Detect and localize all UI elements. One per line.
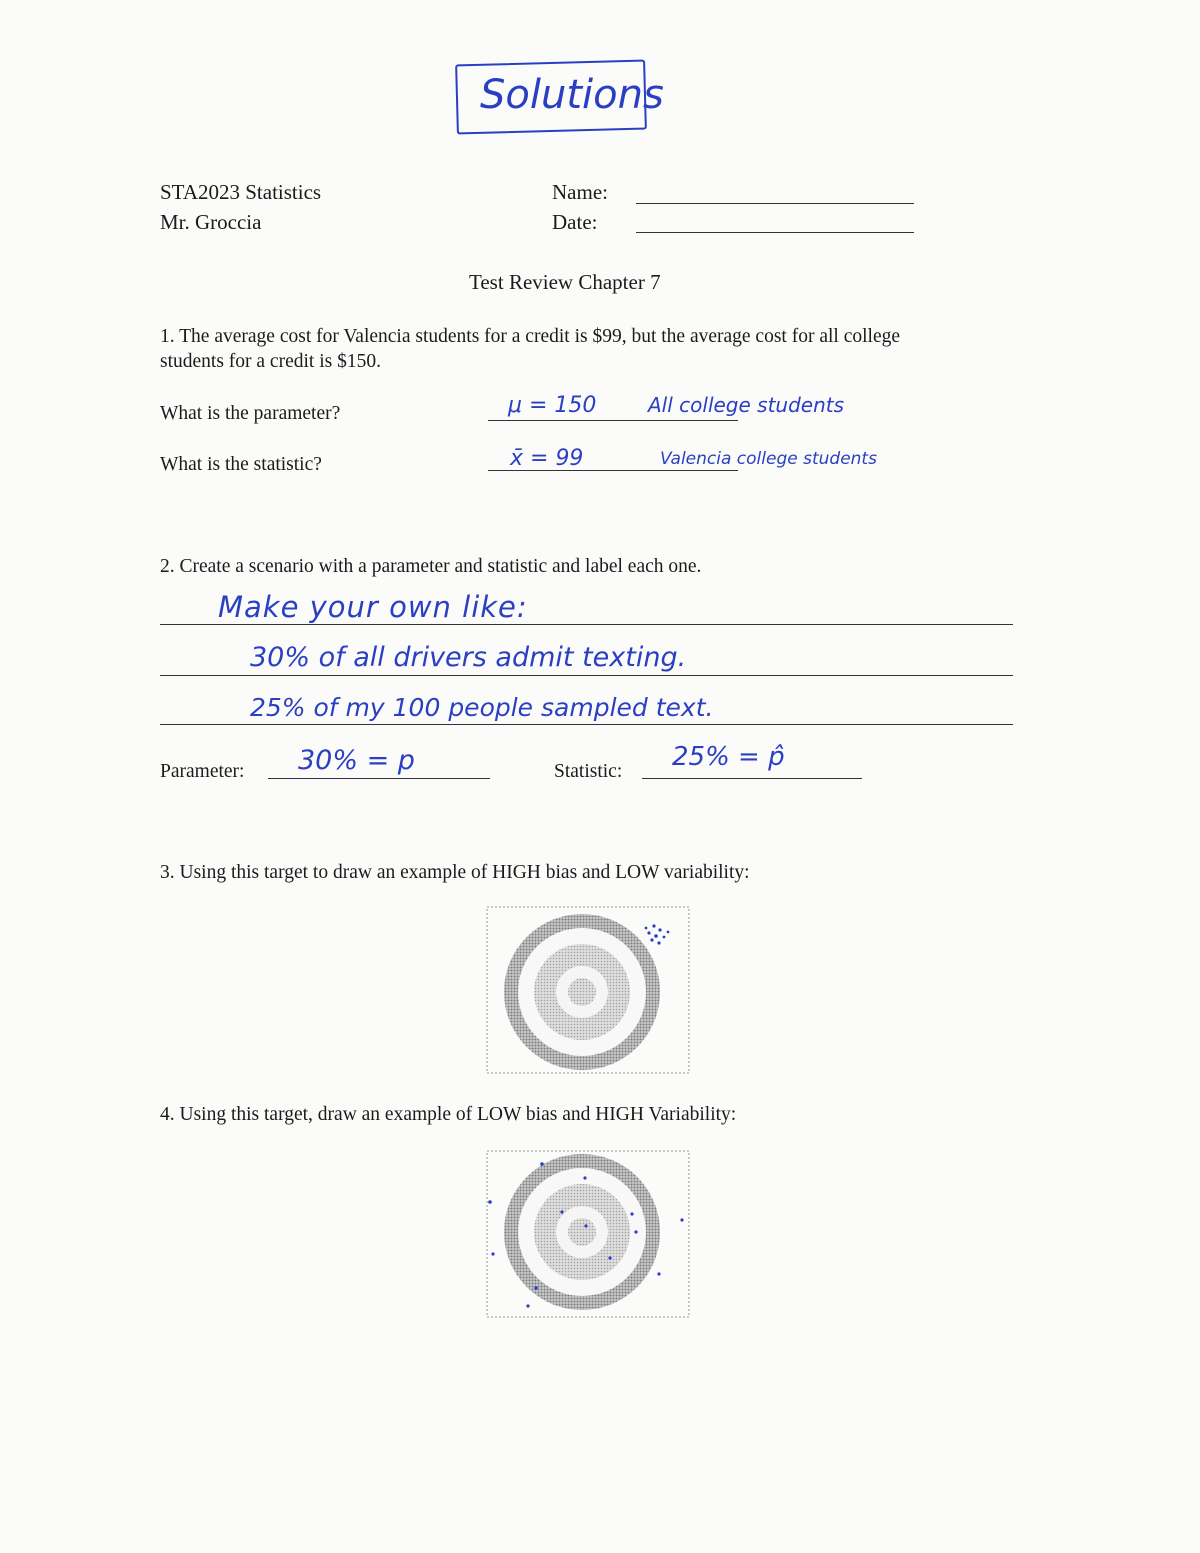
solutions-stamp-label: Solutions <box>480 72 664 118</box>
q2-answer-text-2: 30% of all drivers admit texting. <box>250 642 687 673</box>
q2-statistic-answer-line <box>642 778 862 779</box>
name-field[interactable] <box>636 203 914 204</box>
q1-parameter-answer-line <box>488 420 738 421</box>
q2-statistic-label: Statistic: <box>554 761 623 782</box>
q1-statistic-answer-desc: Valencia college students <box>660 449 877 469</box>
q4-target[interactable] <box>486 1150 690 1320</box>
q2-statistic-answer: 25% = p̂ <box>672 742 785 772</box>
q3-target-graphic <box>486 906 690 1076</box>
q3-prompt: 3. Using this target to draw an example of HIGH bias and LOW variability: <box>160 862 750 883</box>
q2-answer-line-2 <box>160 675 1013 676</box>
q3-target[interactable] <box>486 906 690 1076</box>
q2-parameter-label: Parameter: <box>160 761 245 782</box>
date-field[interactable] <box>636 232 914 233</box>
q4-target-graphic <box>486 1150 690 1320</box>
q2-answer-line-1 <box>160 624 1013 625</box>
name-label: Name: <box>552 180 608 204</box>
instructor-name: Mr. Groccia <box>160 210 262 234</box>
page-title: Test Review Chapter 7 <box>469 270 661 294</box>
q2-parameter-answer-line <box>268 778 490 779</box>
q2-answer-text-1: Make your own like: <box>218 590 528 624</box>
q1-statistic-answer-value: x̄ = 99 <box>510 446 584 471</box>
q2-prompt: 2. Create a scenario with a parameter and statistic and label each one. <box>160 556 702 577</box>
q1-statistic-question: What is the statistic? <box>160 454 322 475</box>
q2-answer-line-3 <box>160 724 1013 725</box>
date-label: Date: <box>552 210 598 234</box>
q1-text-line2: students for a credit is $150. <box>160 351 381 372</box>
q1-parameter-answer-desc: All college students <box>648 393 845 417</box>
q1-parameter-answer-value: μ = 150 <box>508 393 597 418</box>
q2-answer-text-3: 25% of my 100 people sampled text. <box>250 693 714 722</box>
q2-parameter-answer: 30% = p <box>298 745 415 776</box>
q1-parameter-question: What is the parameter? <box>160 403 341 424</box>
q4-prompt: 4. Using this target, draw an example of LOW bias and HIGH Variability: <box>160 1104 737 1125</box>
q3-shot-marks <box>645 924 670 944</box>
q1-text-line1: 1. The average cost for Valencia students for a credit is $99, but the average cost for all college <box>160 326 901 347</box>
course-title: STA2023 Statistics <box>160 180 322 204</box>
